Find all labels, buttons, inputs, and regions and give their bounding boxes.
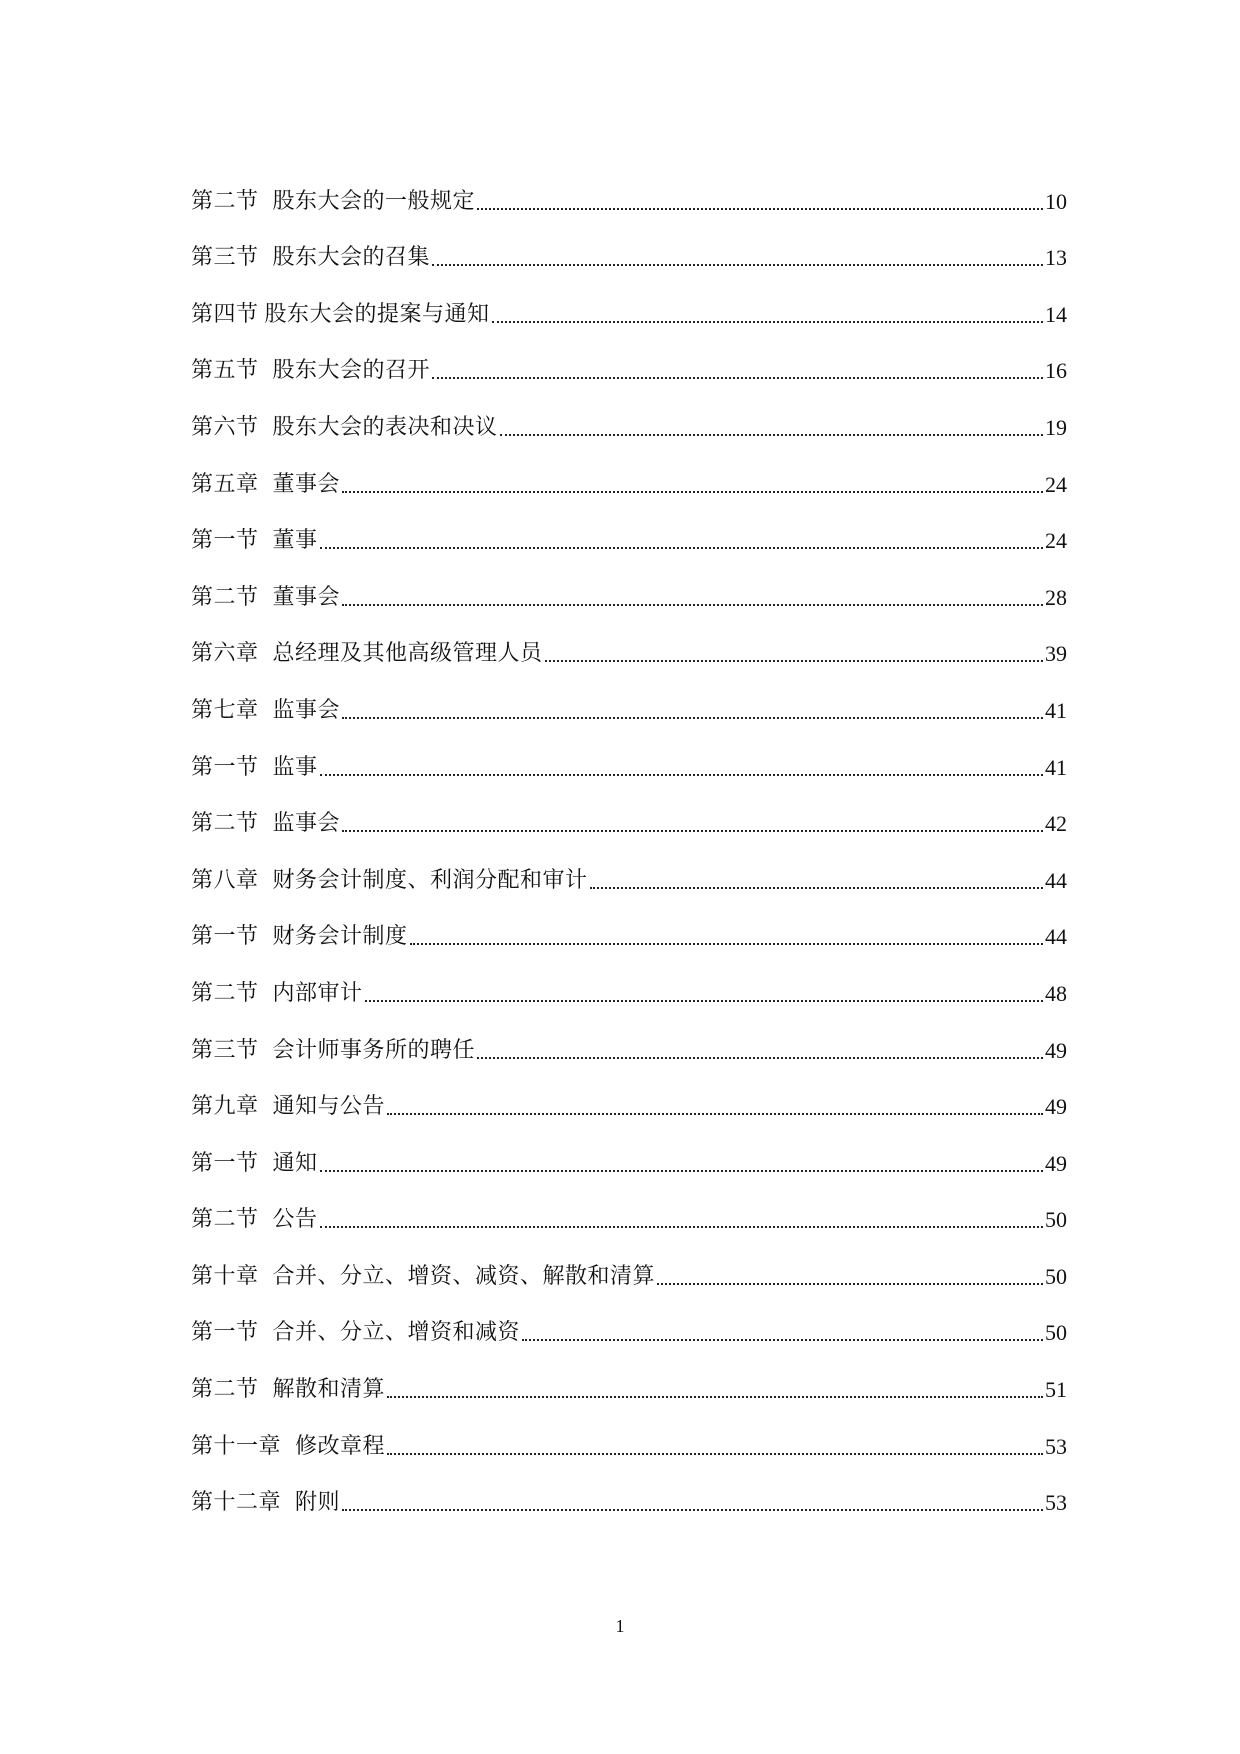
toc-entry-page: 50 bbox=[1045, 1207, 1067, 1233]
toc-entry[interactable] bbox=[191, 1403, 1067, 1460]
toc-dot-leader bbox=[342, 829, 1043, 832]
toc-entry-page: 13 bbox=[1045, 245, 1067, 271]
toc-entry-number: 第二节 bbox=[191, 584, 259, 610]
toc-entry-number: 第一节 bbox=[191, 754, 259, 780]
toc-entry-page: 49 bbox=[1045, 1094, 1067, 1120]
toc-entry-page: 41 bbox=[1045, 697, 1067, 723]
toc-dot-leader bbox=[590, 886, 1043, 889]
toc-entry[interactable] bbox=[191, 554, 1067, 611]
toc-entry[interactable] bbox=[191, 328, 1067, 385]
toc-entry-title: 股东大会的表决和决议 bbox=[272, 414, 498, 440]
toc-entry[interactable] bbox=[191, 1460, 1067, 1517]
toc-entry-page: 24 bbox=[1045, 471, 1067, 497]
toc-entry-title: 股东大会的召集 bbox=[272, 245, 431, 271]
toc-entry[interactable] bbox=[191, 894, 1067, 951]
toc-entry-number: 第五节 bbox=[191, 358, 259, 384]
toc-dot-leader bbox=[342, 490, 1043, 493]
toc-entry-number: 第一节 bbox=[191, 924, 259, 950]
toc-entry-number: 第十一章 bbox=[191, 1433, 282, 1459]
toc-entry[interactable] bbox=[191, 271, 1067, 328]
toc-dot-leader bbox=[320, 546, 1043, 549]
toc-entry-number: 第二节 bbox=[191, 980, 259, 1006]
toc-entry-page: 24 bbox=[1045, 528, 1067, 554]
toc-entry[interactable] bbox=[191, 724, 1067, 781]
toc-dot-leader bbox=[657, 1282, 1043, 1285]
toc-entry[interactable] bbox=[191, 498, 1067, 555]
toc-entry-title: 合并、分立、增资、减资、解散和清算 bbox=[272, 1263, 656, 1289]
toc-entry-page: 51 bbox=[1045, 1377, 1067, 1403]
toc-entry-number: 第二节 bbox=[191, 1377, 259, 1403]
toc-entry[interactable] bbox=[191, 667, 1067, 724]
toc-entry-number: 第三节 bbox=[191, 245, 259, 271]
toc-dot-leader bbox=[522, 1338, 1043, 1341]
toc-entry-number: 第六节 bbox=[191, 414, 259, 440]
toc-entry-title: 财务会计制度、利润分配和审计 bbox=[272, 867, 588, 893]
toc-entry-page: 19 bbox=[1045, 414, 1067, 440]
toc-entry-title: 股东大会的召开 bbox=[272, 358, 431, 384]
toc-entry-page: 48 bbox=[1045, 980, 1067, 1006]
toc-entry-title: 通知 bbox=[272, 1150, 318, 1176]
toc-entry[interactable] bbox=[191, 781, 1067, 838]
toc-entry-title: 公告 bbox=[272, 1207, 318, 1233]
toc-entry[interactable] bbox=[191, 837, 1067, 894]
toc-dot-leader bbox=[410, 942, 1043, 945]
toc-dot-leader bbox=[387, 1112, 1043, 1115]
toc-entry[interactable] bbox=[191, 1007, 1067, 1064]
toc-entry-title: 监事会 bbox=[272, 811, 341, 837]
toc-entry-page: 49 bbox=[1045, 1150, 1067, 1176]
toc-entry-number: 第十章 bbox=[191, 1263, 259, 1289]
toc-entry-page: 28 bbox=[1045, 584, 1067, 610]
toc-entry-title: 股东大会的提案与通知 bbox=[264, 301, 490, 327]
toc-entry[interactable] bbox=[191, 1233, 1067, 1290]
toc-entry-number: 第五章 bbox=[191, 471, 259, 497]
toc-entry-number: 第七章 bbox=[191, 697, 259, 723]
toc-dot-leader bbox=[545, 659, 1043, 662]
toc-dot-leader bbox=[432, 263, 1043, 266]
toc-entry-page: 10 bbox=[1045, 188, 1067, 214]
toc-entry-page: 53 bbox=[1045, 1490, 1067, 1516]
toc-entry-page: 39 bbox=[1045, 641, 1067, 667]
toc-entry-title: 内部审计 bbox=[272, 980, 363, 1006]
toc-entry-title: 董事会 bbox=[272, 584, 341, 610]
toc-dot-leader bbox=[477, 207, 1043, 210]
toc-entry-title: 解散和清算 bbox=[272, 1377, 386, 1403]
toc-entry-page: 14 bbox=[1045, 301, 1067, 327]
toc-entry-page: 16 bbox=[1045, 358, 1067, 384]
toc-entry-page: 49 bbox=[1045, 1037, 1067, 1063]
toc-entry-title: 财务会计制度 bbox=[272, 924, 408, 950]
toc-entry-number: 第三节 bbox=[191, 1037, 259, 1063]
toc-entry[interactable] bbox=[191, 158, 1067, 215]
toc-entry[interactable] bbox=[191, 1290, 1067, 1347]
toc-entry-number: 第二节 bbox=[191, 811, 259, 837]
toc-entry-page: 53 bbox=[1045, 1433, 1067, 1459]
toc-entry[interactable] bbox=[191, 1064, 1067, 1121]
toc-dot-leader bbox=[342, 603, 1043, 606]
table-of-contents bbox=[191, 158, 1067, 1516]
toc-dot-leader bbox=[320, 773, 1043, 776]
toc-dot-leader bbox=[320, 1169, 1043, 1172]
toc-entry-number: 第一节 bbox=[191, 1320, 259, 1346]
toc-entry-number: 第九章 bbox=[191, 1094, 259, 1120]
toc-entry[interactable] bbox=[191, 611, 1067, 668]
toc-entry-title: 董事 bbox=[272, 528, 318, 554]
toc-entry-title: 董事会 bbox=[272, 471, 341, 497]
toc-entry-title: 会计师事务所的聘任 bbox=[272, 1037, 476, 1063]
toc-entry-page: 50 bbox=[1045, 1263, 1067, 1289]
toc-entry-page: 44 bbox=[1045, 867, 1067, 893]
toc-dot-leader bbox=[365, 999, 1043, 1002]
toc-entry-number: 第一节 bbox=[191, 528, 259, 554]
toc-dot-leader bbox=[387, 1452, 1043, 1455]
toc-dot-leader bbox=[477, 1056, 1043, 1059]
toc-entry-title: 监事 bbox=[272, 754, 318, 780]
toc-dot-leader bbox=[500, 433, 1043, 436]
page-number: 1 bbox=[615, 1616, 625, 1636]
toc-entry[interactable] bbox=[191, 1120, 1067, 1177]
toc-entry[interactable] bbox=[191, 950, 1067, 1007]
toc-entry-title: 合并、分立、增资和减资 bbox=[272, 1320, 521, 1346]
toc-entry-title: 附则 bbox=[295, 1490, 341, 1516]
toc-entry-number: 第四节 bbox=[191, 301, 259, 327]
toc-entry-title: 修改章程 bbox=[295, 1433, 386, 1459]
toc-entry-number: 第六章 bbox=[191, 641, 259, 667]
toc-entry[interactable] bbox=[191, 441, 1067, 498]
toc-entry-number: 第一节 bbox=[191, 1150, 259, 1176]
toc-entry-number: 第二节 bbox=[191, 1207, 259, 1233]
toc-entry[interactable] bbox=[191, 384, 1067, 441]
toc-dot-leader bbox=[432, 376, 1043, 379]
toc-dot-leader bbox=[387, 1395, 1043, 1398]
toc-dot-leader bbox=[342, 716, 1043, 719]
toc-entry-number: 第八章 bbox=[191, 867, 259, 893]
toc-entry-page: 50 bbox=[1045, 1320, 1067, 1346]
toc-dot-leader bbox=[342, 1508, 1043, 1511]
toc-entry-number: 第十二章 bbox=[191, 1490, 282, 1516]
toc-entry-title: 监事会 bbox=[272, 697, 341, 723]
toc-entry[interactable] bbox=[191, 215, 1067, 272]
toc-dot-leader bbox=[492, 320, 1043, 323]
toc-dot-leader bbox=[320, 1225, 1043, 1228]
toc-entry-title: 通知与公告 bbox=[272, 1094, 386, 1120]
toc-entry-page: 44 bbox=[1045, 924, 1067, 950]
toc-entry-page: 42 bbox=[1045, 811, 1067, 837]
toc-entry[interactable] bbox=[191, 1346, 1067, 1403]
toc-entry-page: 41 bbox=[1045, 754, 1067, 780]
toc-entry-title: 股东大会的一般规定 bbox=[272, 188, 476, 214]
toc-entry-title: 总经理及其他高级管理人员 bbox=[272, 641, 543, 667]
toc-entry[interactable] bbox=[191, 1177, 1067, 1234]
toc-entry-number: 第二节 bbox=[191, 188, 259, 214]
